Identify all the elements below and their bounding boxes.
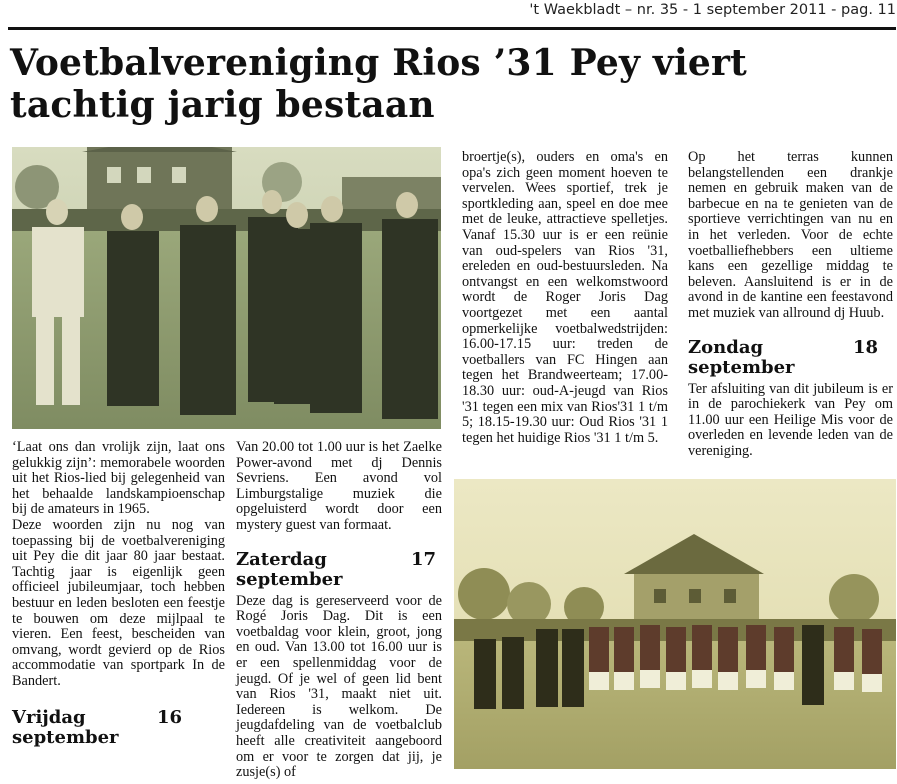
headline-line-1: Voetbalvereniging Rios ’31 Pey viert bbox=[10, 42, 747, 84]
col2-paragraph-2: Deze dag is gereserveerd voor de Rogé Joris Dag. Dit is een voetbaldag voor klein, groot, jong en oud. Van 13.00 tot 16.00 uur is er een spellenmiddag voor de jeugd. Of je wel of geen lid bent van Rios '31, maakt niet uit. Iedereen is welkom. De jeugdafdeling van de voetbalclub heeft alle creativiteit aangeboord om er voor te zorgen dat jij, je zusje(s) of bbox=[236, 592, 442, 781]
col1-paragraph-1: ‘Laat ons dan vrolijk zijn, laat ons gelukkig zijn’: memorabele woorden uit het Rios-lied bij gelegenheid van het behaalde landskampioenschap bij de amateurs in 1965. bbox=[12, 439, 225, 518]
column-1 bbox=[12, 440, 225, 748]
photo-men-image bbox=[12, 147, 441, 429]
historic-photo-team bbox=[454, 479, 896, 769]
article-headline bbox=[10, 42, 890, 126]
column-3 bbox=[462, 150, 668, 446]
column-2 bbox=[236, 440, 442, 781]
col3-paragraph-1: broertje(s), ouders en oma's en opa's zich geen moment hoeven te vervelen. Wees sportief, trek je sportkleding aan, speel en doe mee met de leuke, attractieve spelletjes. Vanaf 15.30 uur is er een reünie van oud-spelers van Rios '31, ereleden en oud-bestuursleden. Na ontvangst en een welkomstwoord wordt de Roger Joris Dag voortgezet met een aantal opmerkelijke voetbalwedstrijden: 16.00-17.15 uur: treden de voetballers van FC Hingen aan tegen het Brandweerteam; 17.00-18.30 uur: oud-A-jeugd van Rios '31 tegen een mix van Rios'31 1 t/m 5; 18.15-19.30 uur: Oud Rios '31 1 tegen het huidige Rios '31 1 t/m 5. bbox=[462, 149, 668, 446]
col4-paragraph-2: Ter afsluiting van dit jubileum is er in de parochiekerk van Pey om 11.00 uur een Heilige Mis voor de overleden en levende leden van de vereniging. bbox=[688, 380, 893, 459]
col4-paragraph-1: Op het terras kunnen belangstellenden een drankje nemen en gebruik maken van de barbecue en na te genieten van de sportieve verrichtingen van nu en in het verleden. Voor de echte voetballiefhebbers een ultieme kans een gezellige middag te beleven. Aansluitend is er in de avond in de kantine een feestavond met muziek van allround dj Huub. bbox=[688, 149, 893, 321]
col1-paragraph-2: Deze woorden zijn nu nog van toepassing bij de voetbalvereniging uit Pey die dit jaar 80 jaar bestaat. Tachtig jaar is eigenlijk geen officieel jubileumjaar, toch hebben bestuur en leden besloten een feestje te bouwen om deze mijlpaal te vieren. Een feest, bescheiden van omvang, wordt gevierd op de Rios accommodatie van sportpark In de Bandert. bbox=[12, 516, 225, 689]
publication-header: 't Waekbladt – nr. 35 - 1 september 2011 - pag. 11 bbox=[529, 2, 896, 18]
historic-photo-men bbox=[12, 147, 441, 429]
col1-subhead: Vrijdag 16 september bbox=[12, 706, 182, 748]
col2-paragraph-1: Van 20.00 tot 1.00 uur is het Zaelke Power-avond met dj Dennis Sevriens. Een avond vol Limburgstalige muziek die opgeluisterd wordt door een mystery guest van formaat. bbox=[236, 439, 442, 533]
headline-line-2: tachtig jarig bestaan bbox=[10, 84, 435, 126]
col4-subhead: Zondag 18 september bbox=[688, 336, 878, 378]
col2-subhead: Zaterdag 17 september bbox=[236, 548, 436, 590]
header-rule bbox=[8, 27, 896, 30]
photo-team-image bbox=[454, 479, 896, 769]
column-4 bbox=[688, 150, 893, 460]
